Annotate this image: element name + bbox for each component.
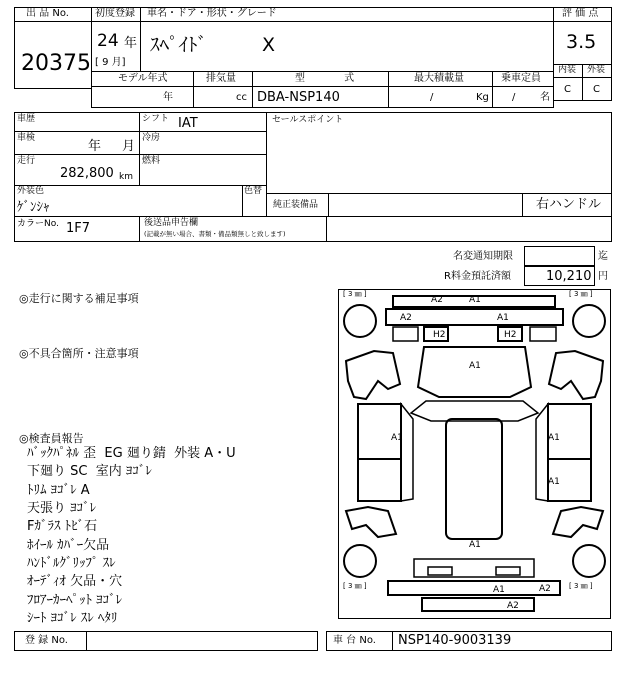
- color-no-value: 1F7: [66, 221, 91, 236]
- notice-value-box: [524, 246, 595, 266]
- genuine-equipment-label: 純正装備品: [273, 200, 319, 210]
- report-line: 天張り ﾖｺﾞﾚ: [27, 501, 97, 516]
- model-year-unit: 年: [163, 92, 173, 103]
- car-grade: X: [262, 34, 276, 56]
- divider: [242, 185, 243, 217]
- steering-value: 右ハンドル: [536, 197, 602, 212]
- rear-door-left: [358, 459, 401, 501]
- inspection-month-unit: 月: [122, 139, 136, 154]
- mark-hood: A1: [469, 361, 481, 371]
- mileage-unit: km: [119, 172, 133, 182]
- tire-rear-right: [573, 545, 605, 577]
- tire-depth-front-right: [ 3 ㎜ ]: [569, 290, 593, 298]
- tire-front-left: [344, 305, 376, 337]
- fuel-label: 燃料: [142, 156, 161, 166]
- divider: [139, 112, 140, 186]
- mark-rear-skirt-a2: A2: [507, 601, 519, 611]
- recycle-unit: 円: [598, 271, 608, 282]
- mark-headlight-right: H2: [504, 330, 517, 340]
- report-line: ﾊﾝﾄﾞﾙｸﾞﾘｯﾌﾟ ｽﾚ: [27, 556, 116, 571]
- recycle-label: R料金預託済額: [444, 271, 511, 282]
- divider: [328, 193, 329, 217]
- mark-front-panel-a2: A2: [400, 313, 412, 323]
- capacity-sep: /: [512, 92, 516, 103]
- tire-front-right: [573, 305, 605, 337]
- color-no-label: カラーNo.: [17, 219, 59, 229]
- mark-right-front-door: A1: [548, 433, 560, 443]
- pillar-right: [536, 404, 548, 501]
- tire-rear-left: [344, 545, 376, 577]
- history-label: 車歴: [17, 114, 36, 124]
- car-name-label: 車名・ドア・形状・グレード: [147, 8, 277, 19]
- report-line: ﾎｲｰﾙ ｶﾊﾞｰ欠品: [27, 538, 110, 553]
- color-value: ｹﾞﾝｼｬ: [17, 200, 50, 215]
- report-line: 下廻り SC 室内 ﾖｺﾞﾚ: [27, 464, 152, 479]
- type-value: DBA-NSP140: [257, 90, 340, 105]
- reg-no-label: 登 録 No.: [25, 635, 68, 646]
- capacity-unit: 名: [540, 92, 550, 103]
- divider: [522, 193, 523, 217]
- sales-point-label: セールスポイント: [272, 115, 344, 125]
- recycle-value: 10,210: [546, 269, 592, 284]
- car-diagram: [338, 289, 611, 619]
- ac-label: 冷房: [142, 133, 161, 143]
- post-docs-value-box: [326, 216, 612, 242]
- driving-notes-label: ◎走行に関する補足事項: [19, 292, 139, 305]
- post-docs-note: (記載が無い場合、書類・備品類無しと致します): [144, 230, 286, 238]
- mileage-label: 走行: [17, 156, 36, 166]
- mark-headlight-left: H2: [433, 330, 446, 340]
- defects-label: ◎不具合箇所・注意事項: [19, 347, 139, 360]
- post-docs-label: 後送品申告欄: [144, 218, 199, 228]
- max-load-unit: Kg: [476, 92, 489, 103]
- report-line: Fｶﾞﾗｽ ﾄﾋﾞ石: [27, 519, 98, 534]
- inspection-year-unit: 年: [88, 139, 102, 154]
- displacement-unit: cc: [236, 92, 247, 103]
- report-line: ｼｰﾄ ﾖｺﾞﾚ ｽﾚ ﾍﾀﾘ: [27, 611, 118, 626]
- max-load-sep: /: [430, 92, 434, 103]
- mark-right-rear-door: A1: [548, 477, 560, 487]
- rear-fender-left: [346, 507, 396, 537]
- first-reg-year-unit: 年: [124, 36, 138, 51]
- first-reg-month: [ 9 月]: [95, 57, 126, 68]
- max-load-label: 最大積載量: [414, 73, 464, 84]
- divider: [14, 154, 267, 155]
- mark-roof: A1: [469, 540, 481, 550]
- front-panel: [386, 309, 563, 325]
- exterior-label: 外装: [587, 65, 606, 75]
- inspection-label: 車検: [17, 133, 36, 143]
- mark-rear-bumper-a2: A2: [539, 584, 551, 594]
- report-line: ｵｰﾃﾞｨｵ 欠品・穴: [27, 574, 123, 589]
- tire-depth-rear-right: [ 3 ㎜ ]: [569, 582, 593, 590]
- exterior-grade: C: [593, 84, 600, 95]
- roof: [446, 419, 502, 539]
- first-reg-label: 初度登録: [95, 8, 135, 19]
- details-left-box: [14, 112, 267, 186]
- color-change-label: 色替: [244, 186, 263, 196]
- notice-unit: 迄: [598, 251, 608, 262]
- tire-depth-front-left: [ 3 ㎜ ]: [343, 290, 367, 298]
- shift-value: IAT: [178, 116, 198, 131]
- mark-front-bumper-a1: A1: [469, 295, 481, 305]
- chassis-label: 車 台 No.: [333, 635, 376, 646]
- inspector-report-label: ◎検査員報告: [19, 432, 84, 445]
- report-line: ﾄﾘﾑ ﾖｺﾞﾚ A: [27, 483, 90, 498]
- notice-label: 名変通知期限: [453, 251, 513, 262]
- front-door-left: [358, 404, 401, 459]
- mark-front-bumper-a2: A2: [431, 295, 443, 305]
- tire-depth-rear-left: [ 3 ㎜ ]: [343, 582, 367, 590]
- divider: [14, 131, 267, 132]
- color-label: 外装色: [17, 186, 45, 196]
- divider: [392, 631, 393, 651]
- pillar-left: [401, 404, 413, 501]
- divider: [86, 631, 87, 651]
- report-line: ﾌﾛｱｰｶｰﾍﾟｯﾄ ﾖｺﾞﾚ: [27, 593, 123, 608]
- first-reg-year: 24: [97, 31, 119, 51]
- displacement-label: 排気量: [206, 73, 236, 84]
- interior-label: 内装: [558, 65, 577, 75]
- score-value: 3.5: [566, 31, 597, 53]
- license-area: [428, 567, 452, 575]
- mark-left-front-door: A1: [391, 433, 403, 443]
- front-end: [393, 327, 556, 341]
- rear-bumper: [388, 581, 560, 595]
- capacity-label: 乗車定員: [501, 73, 541, 84]
- hood: [418, 347, 531, 397]
- car-name: ｽﾍﾟｲﾄﾞ: [150, 34, 208, 56]
- report-line: ﾊﾞｯｸﾊﾟﾈﾙ 歪 EG 廻り錆 外装 A・U: [27, 446, 236, 461]
- front-fender-right: [549, 351, 603, 399]
- interior-grade: C: [564, 84, 571, 95]
- front-door-right: [548, 404, 591, 459]
- type-label: 型 式: [295, 73, 355, 84]
- score-label: 評 価 点: [562, 8, 599, 19]
- mark-rear-bumper-a1: A1: [493, 585, 505, 595]
- lot-number-label: 出 品 No.: [26, 8, 69, 19]
- color-box: [14, 185, 267, 217]
- mark-front-panel-a1: A1: [497, 313, 509, 323]
- rear-fender-right: [553, 507, 603, 537]
- model-year-label: モデル年式: [118, 73, 168, 84]
- mileage-value: 282,800: [60, 166, 114, 181]
- shift-label: シフト: [142, 114, 170, 124]
- front-fender-left: [346, 351, 400, 399]
- chassis-value: NSP140-9003139: [398, 633, 512, 648]
- license-area-right: [496, 567, 520, 575]
- lot-number: 20375: [21, 51, 91, 76]
